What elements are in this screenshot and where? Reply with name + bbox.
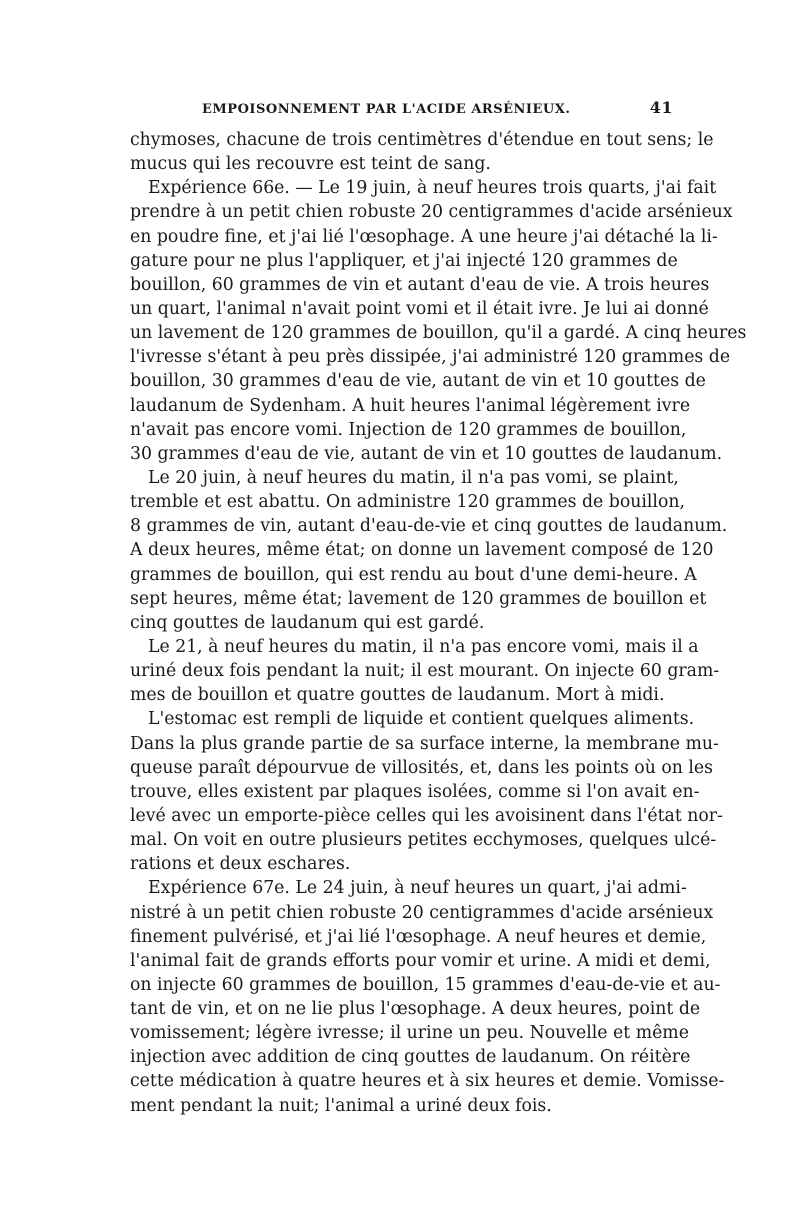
text-line: mucus qui les recouvre est teint de sang. [130, 154, 491, 175]
text-line: injection avec addition de cinq gouttes de laudanum. On réitère [130, 1047, 691, 1068]
text-line: Expérience 66e. — Le 19 juin, à neuf heures trois quarts, j'ai fait [148, 178, 717, 199]
text-line: L'estomac est rempli de liquide et contient quelques aliments. [148, 709, 695, 730]
text-line: finement pulvérisé, et j'ai lié l'œsophage. A neuf heures et demie, [130, 926, 707, 947]
text-line: queuse paraît dépourvue de villosités, et, dans les points où on les [130, 757, 713, 778]
text-line: 30 grammes d'eau de vie, autant de vin et 10 gouttes de laudanum. [130, 443, 723, 464]
text-line: tremble et est abattu. On administre 120 grammes de bouillon, [130, 492, 685, 513]
text-line: n'avait pas encore vomi. Injection de 120 grammes de bouillon, [130, 419, 687, 440]
page-number: 41 [649, 98, 673, 117]
text-line: laudanum de Sydenham. A huit heures l'animal légèrement ivre [130, 395, 691, 416]
text-line: l'ivresse s'étant à peu près dissipée, j'ai administré 120 grammes de [130, 347, 731, 368]
text-line: Expérience 67e. Le 24 juin, à neuf heures un quart, j'ai admi- [148, 878, 687, 899]
body-text [130, 128, 747, 1118]
text-line: on injecte 60 grammes de bouillon, 15 grammes d'eau-de-vie et au- [130, 974, 721, 995]
text-line: en poudre fine, et j'ai lié l'œsophage. A une heure j'ai détaché la li- [130, 226, 718, 247]
text-line: un quart, l'animal n'avait point vomi et il était ivre. Je lui ai donné [130, 298, 709, 319]
text-line: sept heures, même état; lavement de 120 grammes de bouillon et [130, 588, 707, 609]
text-line: nistré à un petit chien robuste 20 centigrammes d'acide arsénieux [130, 902, 714, 923]
text-line: rations et deux eschares. [130, 854, 351, 875]
text-line: uriné deux fois pendant la nuit; il est mourant. On injecte 60 gram- [130, 661, 720, 682]
text-line: cinq gouttes de laudanum qui est gardé. [130, 612, 485, 633]
running-title: EMPOISONNEMENT PAR L'ACIDE ARSÉNIEUX. [202, 102, 571, 117]
text-line: prendre à un petit chien robuste 20 centigrammes d'acide arsénieux [130, 202, 733, 223]
text-line: cette médication à quatre heures et à six heures et demie. Vomisse- [130, 1071, 725, 1092]
text-line: 8 grammes de vin, autant d'eau-de-vie et cinq gouttes de laudanum. [130, 516, 728, 537]
text-line: vomissement; légère ivresse; il urine un peu. Nouvelle et même [130, 1023, 689, 1044]
text-line: A deux heures, même état; on donne un lavement composé de 120 [130, 540, 714, 561]
text-line: mal. On voit en outre plusieurs petites ecchymoses, quelques ulcé- [130, 830, 717, 851]
text-line: levé avec un emporte-pièce celles qui les avoisinent dans l'état nor- [130, 805, 723, 826]
text-line: grammes de bouillon, qui est rendu au bout d'une demi-heure. A [130, 564, 697, 585]
text-line: chymoses, chacune de trois centimètres d'étendue en tout sens; le [130, 130, 714, 150]
page-header [130, 98, 675, 122]
text-line: un lavement de 120 grammes de bouillon, qu'il a gardé. A cinq heures [130, 323, 747, 344]
text-line: gature pour ne plus l'appliquer, et j'ai injecté 120 grammes de [130, 250, 678, 271]
book-page [130, 98, 747, 1118]
text-line: Le 21, à neuf heures du matin, il n'a pas encore vomi, mais il a [148, 636, 699, 657]
text-line: tant de vin, et on ne lie plus l'œsophage. A deux heures, point de [130, 999, 701, 1020]
text-line: mes de bouillon et quatre gouttes de laudanum. Mort à midi. [130, 685, 665, 706]
text-line: l'animal fait de grands efforts pour vomir et urine. A midi et demi, [130, 950, 711, 971]
text-line: Le 20 juin, à neuf heures du matin, il n'a pas vomi, se plaint, [148, 467, 679, 488]
text-line: Dans la plus grande partie de sa surface interne, la membrane mu- [130, 733, 719, 754]
text-line: bouillon, 60 grammes de vin et autant d'eau de vie. A trois heures [130, 274, 710, 295]
text-line: bouillon, 30 grammes d'eau de vie, autant de vin et 10 gouttes de [130, 371, 706, 392]
text-line: trouve, elles existent par plaques isolées, comme si l'on avait en- [130, 781, 700, 802]
text-line: ment pendant la nuit; l'animal a uriné deux fois. [130, 1095, 552, 1116]
